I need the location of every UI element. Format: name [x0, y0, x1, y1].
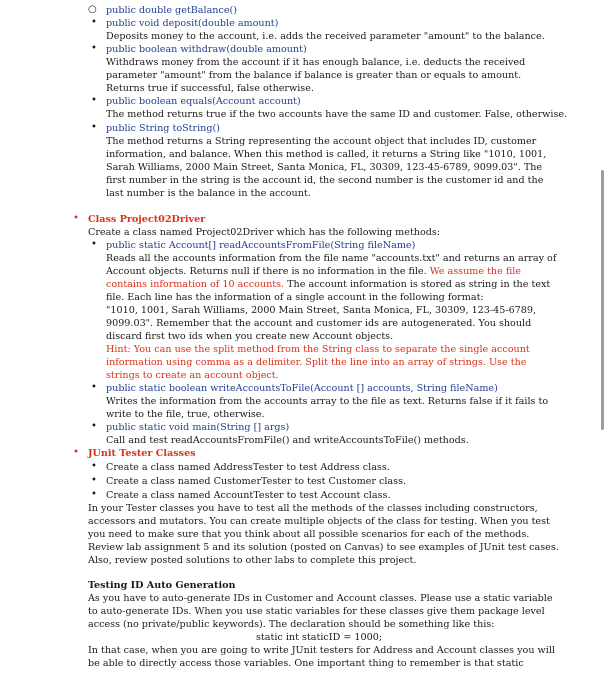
tostring-description-line: The method returns a String representing the account object that includes ID, customer — [106, 136, 537, 147]
final-paragraph-line: In that case, when you are going to write JUnit testers for Address and Account classes you will — [88, 645, 555, 656]
junit-paragraph-line: you need to make sure that you think about all possible scenarios for each of the methods. — [88, 529, 530, 540]
read-description-text: Account objects. Returns null if there is no information in the file. — [106, 266, 430, 277]
autogen-paragraph-line: As you have to auto-generate IDs in Customer and Account classes. Please use a static variable — [88, 593, 553, 604]
bullet-icon: • — [91, 382, 97, 393]
driver-heading: Class Project02Driver — [88, 214, 206, 225]
hint-line: information using comma as a delimiter. Split the line into an array of strings. Use the — [106, 357, 527, 368]
main-description: Call and test readAccountsFromFile() and writeAccountsToFile() methods. — [106, 435, 469, 446]
bullet-icon: • — [91, 421, 97, 432]
junit-heading: JUnit Tester Classes — [88, 448, 196, 459]
tostring-description-line: first number in the string is the account id, the second number is the customer id and the — [106, 175, 544, 186]
read-description-text: The account information is stored as string in the text — [284, 279, 551, 290]
method-getbalance: public double getBalance() — [106, 5, 238, 16]
tostring-description-line: information, and balance. When this method is called, it returns a String like "1010, 1001, — [106, 149, 547, 160]
withdraw-description-line: Returns true if successful, false otherwise. — [106, 83, 314, 94]
method-main: public static void main(String [] args) — [106, 422, 290, 433]
deposit-description: Deposits money to the account, i.e. adds the received parameter "amount" to the balance. — [106, 31, 545, 42]
hint-line: Hint: You can use the split method from the String class to separate the single account — [106, 344, 530, 355]
hint-line: strings to create an account object. — [106, 370, 279, 381]
method-equals: public boolean equals(Account account) — [106, 96, 301, 107]
junit-paragraph-line: accessors and mutators. You can create multiple objects of the class for testing. When you test — [88, 516, 550, 527]
junit-item: Create a class named AccountTester to test Account class. — [106, 490, 391, 501]
write-description-line: write to the file, true, otherwise. — [106, 409, 265, 420]
read-description-line: "1010, 1001, Sarah Williams, 2000 Main Street, Santa Monica, FL, 30309, 123-45-6789, — [106, 305, 537, 316]
junit-paragraph-line: In your Tester classes you have to test all the methods of the classes including constructors, — [88, 503, 538, 514]
autogen-heading: Testing ID Auto Generation — [88, 580, 236, 591]
tostring-description-line: last number is the balance in the account. — [106, 188, 311, 199]
assumption-highlight: We assume the file — [429, 266, 521, 277]
read-description-line — [106, 279, 550, 292]
bullet-icon: • — [91, 122, 97, 133]
autogen-paragraph-line: to auto-generate IDs. When you use static variables for these classes give them package level — [88, 606, 545, 617]
bullet-icon: • — [91, 489, 97, 500]
bullet-icon: • — [91, 239, 97, 250]
bullet-icon: • — [91, 95, 97, 106]
withdraw-description-line: parameter "amount" from the balance if balance is greater than or equals to amount. — [106, 70, 522, 81]
method-tostring: public String toString() — [106, 123, 220, 134]
equals-description: The method returns true if the two accounts have the same ID and customer. False, otherwise. — [106, 109, 568, 120]
read-description-line: discard first two ids when you create new Account objects. — [106, 331, 394, 342]
method-write-accounts: public static boolean writeAccountsToFile(Account [] accounts, String fileName) — [106, 383, 498, 394]
bullet-icon: • — [73, 447, 79, 458]
bullet-icon: • — [91, 461, 97, 472]
write-description-line: Writes the information from the accounts array to the file as text. Returns false if it fails to — [106, 396, 549, 407]
scrollbar[interactable] — [601, 170, 604, 430]
junit-paragraph-line: Also, review posted solutions to other labs to complete this project. — [88, 555, 417, 566]
withdraw-description-line: Withdraws money from the account if it has enough balance, i.e. deducts the received — [106, 57, 526, 68]
autogen-paragraph-line: access (no private/public keywords). The declaration should be something like this: — [88, 619, 495, 630]
bullet-icon: • — [91, 17, 97, 28]
method-read-accounts: public static Account[] readAccountsFromFile(String fileName) — [106, 240, 416, 251]
bullet-icon: • — [73, 213, 79, 224]
junit-item: Create a class named AddressTester to test Address class. — [106, 462, 390, 473]
read-description-line: Reads all the accounts information from the file name "accounts.txt" and returns an array of — [106, 253, 557, 264]
read-description-line: 9099.03". Remember that the account and customer ids are autogenerated. You should — [106, 318, 532, 329]
read-description-line: file. Each line has the information of a single account in the following format: — [106, 292, 484, 303]
code-line: static int staticID = 1000; — [256, 632, 383, 643]
junit-paragraph-line: Review lab assignment 5 and its solution (posted on Canvas) to see examples of JUnit test cases. — [88, 542, 559, 553]
read-description-line — [106, 266, 521, 279]
method-deposit: public void deposit(double amount) — [106, 18, 279, 29]
junit-item: Create a class named CustomerTester to test Customer class. — [106, 476, 407, 487]
bullet-icon: • — [91, 475, 97, 486]
bullet-icon: • — [91, 43, 97, 54]
assumption-highlight: contains information of 10 accounts. — [106, 279, 285, 290]
method-withdraw: public boolean withdraw(double amount) — [106, 44, 307, 55]
hollow-bullet-icon: ○ — [88, 4, 97, 15]
driver-intro: Create a class named Project02Driver which has the following methods: — [88, 227, 441, 238]
tostring-description-line: Sarah Williams, 2000 Main Street, Santa Monica, FL, 30309, 123-45-6789, 9099.03". The — [106, 162, 543, 173]
final-paragraph-line: be able to directly access those variables. One important thing to remember is that static — [88, 658, 524, 669]
